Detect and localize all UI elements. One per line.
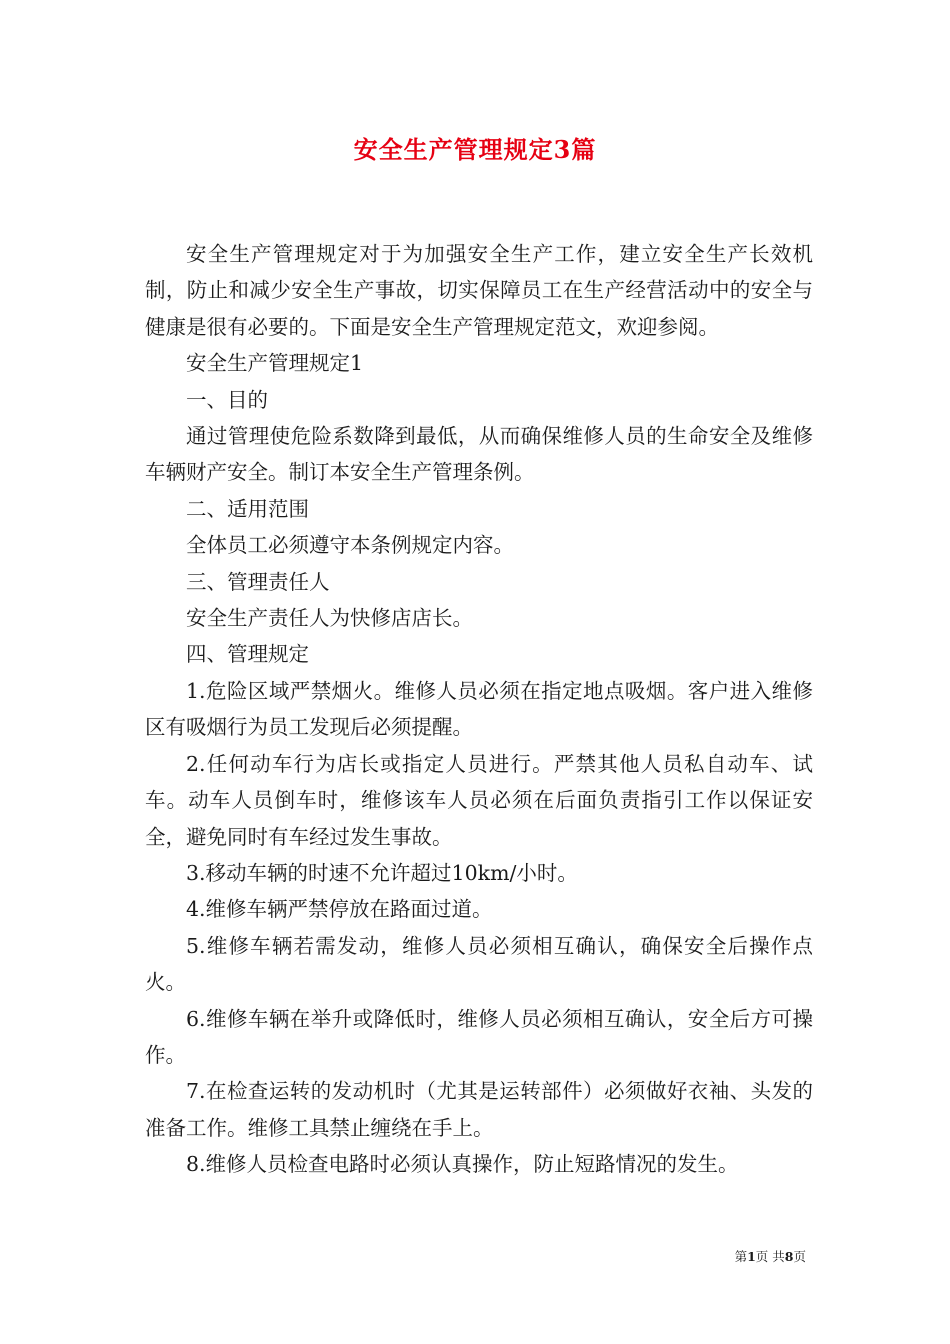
subheading-responsible: 三、管理责任人 xyxy=(186,569,330,594)
rule-item: 3.移动车辆的时速不允许超过10km/小时。 xyxy=(186,860,578,885)
total-pages-number: 8 xyxy=(784,1249,794,1264)
rule-item: 7.在检查运转的发动机时（尤其是运转部件）必须做好衣袖、头发的准备工作。维修工具禁止缠绕在手上。 xyxy=(145,1079,813,1140)
document-title: 安全生产管理规定3篇 xyxy=(353,135,597,164)
document-body xyxy=(145,236,813,1183)
paragraph: 通过管理使危险系数降到最低，从而确保维修人员的生命安全及维修车辆财产安全。制订本安全生产管理条例。 xyxy=(145,424,813,485)
page-footer xyxy=(0,1247,806,1265)
subheading-rules: 四、管理规定 xyxy=(186,642,309,667)
paragraph: 安全生产责任人为快修店店长。 xyxy=(186,606,473,631)
rule-item: 8.维修人员检查电路时必须认真操作，防止短路情况的发生。 xyxy=(186,1152,739,1177)
rule-item: 4.维修车辆严禁停放在路面过道。 xyxy=(186,897,493,922)
section-heading: 安全生产管理规定1 xyxy=(186,351,364,376)
current-page-number: 1 xyxy=(747,1249,756,1264)
rule-item: 1.危险区域严禁烟火。维修人员必须在指定地点吸烟。客户进入维修区有吸烟行为员工发现后必须提醒。 xyxy=(145,678,813,740)
paragraph: 全体员工必须遵守本条例规定内容。 xyxy=(186,533,514,558)
subheading-purpose: 一、目的 xyxy=(186,387,268,412)
intro-paragraph: 安全生产管理规定对于为加强安全生产工作，建立安全生产长效机制，防止和减少安全生产事故，切实保障员工在生产经营活动中的安全与健康是很有必要的。下面是安全生产管理规定范文，欢迎参阅。 xyxy=(145,242,813,339)
rule-item: 6.维修车辆在举升或降低时，维修人员必须相互确认，安全后方可操作。 xyxy=(145,1006,813,1067)
rule-item: 2.任何动车行为店长或指定人员进行。严禁其他人员私自动车、试车。动车人员倒车时，维修该车人员必须在后面负责指引工作以保证安全，避免同时有车经过发生事故。 xyxy=(145,751,813,849)
subheading-scope: 二、适用范围 xyxy=(186,496,309,521)
footer-middle: 页 共 xyxy=(755,1249,785,1264)
footer-suffix: 页 xyxy=(793,1249,806,1264)
footer-prefix: 第 xyxy=(734,1249,748,1264)
rule-item: 5.维修车辆若需发动，维修人员必须相互确认，确保安全后操作点火。 xyxy=(145,933,813,995)
